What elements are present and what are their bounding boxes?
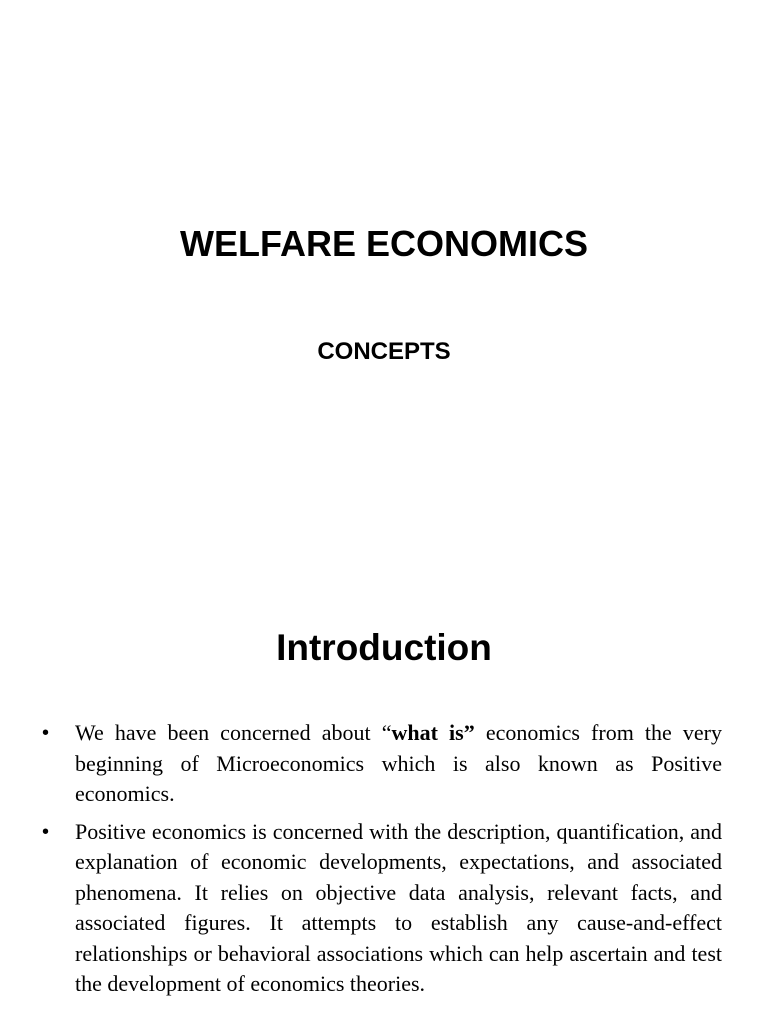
bullet-1-text-start: We have been concerned about “ xyxy=(75,720,392,745)
introduction-slide xyxy=(0,576,768,1024)
bullet-dot-icon: • xyxy=(42,820,50,843)
bullet-item-2 xyxy=(40,817,722,1000)
bullet-list xyxy=(40,718,722,1007)
bullet-2-text: Positive economics is concerned with the description, quantification, and explanation of economic developments, expectations, and associated phenomena. It relies on objective data analysis, relevant facts, and associated figures. It attempts to establish any cause-and-effect relationships or behavioral associations which can help ascertain and test the development of economics theories. xyxy=(75,818,722,996)
bullet-1-text-end: economics from the very beginning of Microeconomics which is also known as Positive economics. xyxy=(75,720,723,806)
slide-title: WELFARE ECONOMICS xyxy=(179,223,588,264)
bullet-dot-icon: • xyxy=(42,722,50,744)
slide-subtitle: CONCEPTS xyxy=(317,338,451,365)
bullet-1-bold-phrase: what is” xyxy=(391,720,475,745)
bullet-item-1 xyxy=(40,718,722,810)
section-heading: Introduction xyxy=(276,627,492,668)
